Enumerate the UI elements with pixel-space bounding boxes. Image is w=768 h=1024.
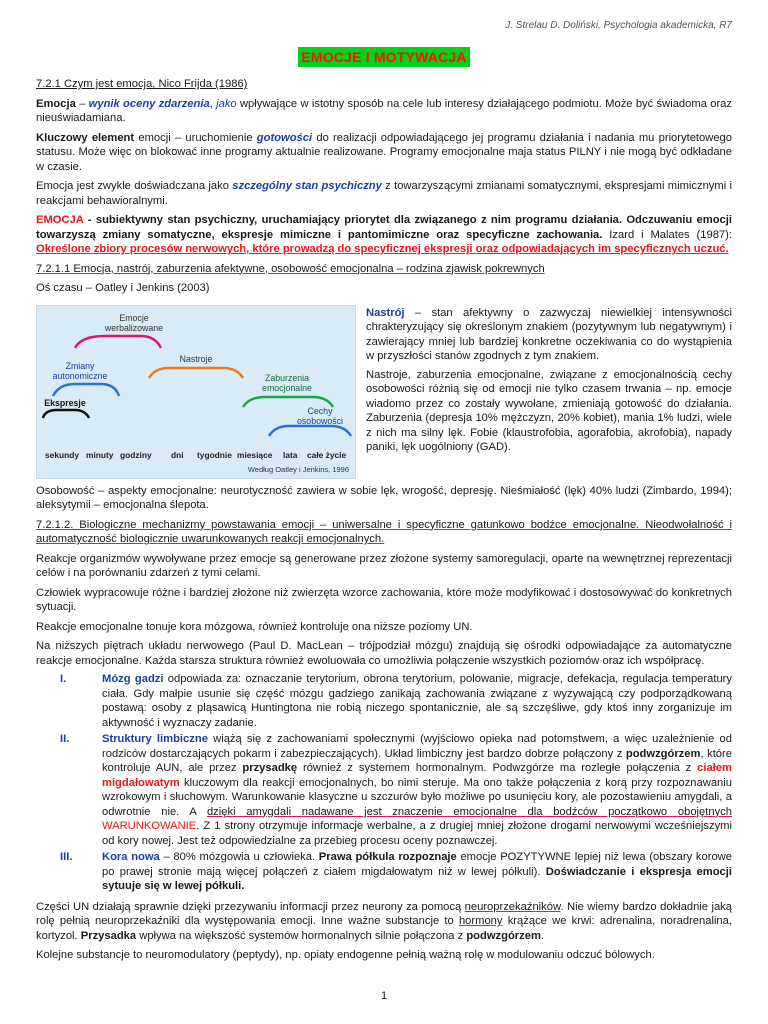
label-zaburzenia-emocjonalne: Zaburzenia emocjonalne <box>262 372 312 393</box>
label-ekspresje: Ekspresje <box>44 397 86 408</box>
document-page <box>36 0 733 1002</box>
paragraph-emocja: Emocja – wynik oceny zdarzenia, jako wpływające w istotny sposób na cele lub interesy działającego podmiotu. Może być świadoma oraz nieuświadamiana. <box>36 97 732 124</box>
brain-structures-list <box>36 672 732 894</box>
label-emocje-werbalizowane: Emocje werbalizowane <box>104 312 164 333</box>
paragraph-osobowosc: Osobowość – aspekty emocjonalne: neurotyczność zawiera w sobie lęk, wrogość, depresję. Nieśmiałość (lęk) 40% ludzi (Zimbardo, 1994); aleksytymii – emocjonalna ślepota. <box>36 484 732 511</box>
label-zmiany-autonomiczne: Zmiany autonomiczne <box>52 360 108 381</box>
paragraph-definicja-emocji: EMOCJA - subiektywny stan psychiczny, uruchamiający priorytet dla związanego z nim programu działania. Odczuwaniu emocji towarzyszą zmiany somatyczne, ekspresje mimiczne i pantomimiczne oraz specyficzne zachowania. Izard i Malates (1987): Określone zbiory procesów nerwowych, które prowadzą do specyficznej ekspresji oraz odpowiadających im specyficznych uczuć. <box>36 214 732 255</box>
timeline-caption: Oś czasu – Oatley i Jenkins (2003) <box>36 282 210 294</box>
list-item-struktury-limbiczne: II. Struktury limbiczne wiążą się z zachowaniami społecznymi (wyjściowo opieka nad potomstwem, a więc uzależnienie od rodziców dostarczających pokarm i zabezpieczających). Układ limbiczny jest bardzo dobrze połączony z podwzgórzem, które kontroluje AUN, ale przez przysadkę również z systemem hormonalnym. Podwzgórze ma rozległe połączenia z ciałem migdałowatym kluczowym dla reakcji emocjonalnych, bo nimi steruje. Ma ono także połączenia z korą przy rozpoznawaniu wzrokowym i słuchowym. Warunkowanie klasyczne u szczurów było możliwe po usunięciu kory, ale pozostawieniu amygdali, a odwrotnie nie. A dzięki amygdali nadawane jest znaczenie emocjonalne dla bodźców początkowo obojętnych WARUNKOWANIE. Z 1 strony otrzymuje informacje werbalne, a z drugiej mniej złożone drogami nerwowymi wcześniejszymi od kory nowej. Jest też odpowiedzialne za przebieg procesu oceny poznawczej. <box>60 733 732 847</box>
axis-sekundy: sekundy <box>45 449 79 460</box>
label-cechy-osobowosci: Cechy osobowości <box>297 405 343 426</box>
arc-nastroje <box>149 368 243 378</box>
arc-ekspresje <box>43 410 89 418</box>
paragraph-maclean: Na niższych piętrach układu nerwowego (Paul D. MacLean – trójpodział mózgu) znajdują się ośrodki odpowiadające za automatyczne reakcje emocjonalne. Każda starsza struktura również ewoluowała co umożliwia połączenie wszystkich poziomów oraz ich współpracę. <box>36 640 732 667</box>
section-7212-heading: 7.2.1.2. Biologiczne mechanizmy powstawania emocji – uniwersalne i specyficzne gatunkowo bodźce emocjonalne. Nieodwołalność i automatyczność biologicznie uwarunkowanych reakcji emocjonalnych. <box>36 518 732 545</box>
arc-zmiany-autonomiczne <box>53 384 119 396</box>
list-item-mozg-gadzi: I. Mózg gadzi odpowiada za: oznaczanie terytorium, obrona terytorium, polowanie, migracje, defekacja, regulacja temperatury ciała. Gdy małpie usunie się część mózgu gadziego zanikają zachowania związane z wyzywającą czy podporządkowaną postawą: osoby z pląsawicą Huntingtona nie robią niczego spontanicznie, ale są szczęśliwe, gdy ktoś inny zorganizuje im aktywność i wyznaczy zadanie. <box>60 673 733 729</box>
timeline-diagram <box>36 305 356 479</box>
section-7211-heading: 7.2.1.1 Emocja, nastrój, zaburzenia afektywne, osobowość emocjonalna – rodzina zjawisk pokrewnych <box>36 262 545 275</box>
paragraph-samoregulacja: Reakcje organizmów wywoływane przez emocje są generowane przez złożone systemy samoregulacji, oparte na wewnętrznej reprezentacji celów i na porównaniu zdarzeń z tymi celami. <box>36 552 732 579</box>
list-item-kora-nowa: III. Kora nowa – 80% mózgowia u człowieka. Prawa półkula rozpoznaje emocje POZYTYWNE lepiej niż lewa (obszary korowe po prawej stronie mają więcej połączeń z ciałem migdałowatym niż w lewej półkuli). Doświadczanie i ekspresja emocji sytuuje się w lewej półkuli. <box>60 851 732 892</box>
header-citation: J. Strelau D. Doliński, Psychologia akademicka, R7 <box>505 20 732 31</box>
label-nastroje: Nastroje <box>179 353 213 364</box>
paragraph-kora-mozgowa: Reakcje emocjonalne tonuje kora mózgowa, również kontroluje ona niższe poziomy UN. <box>36 620 473 633</box>
page-number: 1 <box>380 990 388 1002</box>
paragraph-neuromodulatory: Kolejne substancje to neuromodulatory (peptydy), np. opiaty endogenne pełnią ważną rolę w modulowaniu odczuć bólowych. <box>36 949 655 961</box>
paragraph-nastroj: Nastrój – stan afektywny o zazwyczaj niewielkiej intensywności chrakteryzujący się określonym znakiem (pozytywnym lub negatywnym) i zawierający mniej lub bardziej konkretne oczekiwania co do wystąpienia w przyszłości stanów zgodnych z tym znakiem. <box>366 306 732 362</box>
paragraph-nastroje-zaburzenia: Nastroje, zaburzenia emocjonalne, związane z emocjonalnością cechy osobowości różnią się od emocji nie tylko czasem trwania – np. emocje wiadomo przez co zostały wywołane, zmieniają gotowość do działania. Zaburzenia (depresja 10% mężczyzn, 20% kobiet), mania 1% ludzi, wiele z nich ma silny lęk. Fobie (klaustrofobia, agorafobia, akrofobia), napady paniki, lęk uogólniony (GAD). <box>366 368 732 453</box>
paragraph-neuroprzekazniki: Części UN działają sprawnie dzięki przezywaniu informacji przez neurony za pomocą neuroprzekaźników. Nie wiemy bardzo dokładnie jaką rolę pełnią neuroprzekaźniki dla występowania emocji. Inne ważne substancje to hormony krążące we krwi: adrenalina, noradrenalina, kortyzol. Przysadka wpływa na większość systemów hormonalnych silnie połączona z podwzgórzem. <box>36 900 733 942</box>
arc-emocje-werbalizowane <box>75 336 161 348</box>
axis-lata: lata <box>283 449 298 460</box>
paragraph-kluczowy-element: Kluczowy element emocji – uruchomienie gotowości do realizacji odpowiadającego jej programu działania i nadania mu priorytetowego statusu. Może więc on blokować inne programy aktualnie realizowane. Programy emocjonalne maja status PILNY i nie mogą być odkładane w czasie. <box>36 131 733 173</box>
axis-tygodnie: tygodnie <box>197 449 232 460</box>
section-721-heading: 7.2.1 Czym jest emocja, Nico Frijda (1986) <box>36 78 248 90</box>
axis-dni: dni <box>171 449 184 460</box>
paragraph-wzorce-zachowania: Człowiek wypracowuje różne i bardziej złożone niż zwierzęta wzorce zachowania, które może modyfikować i dostosowywać do konkretnych sytuacji. <box>36 586 732 613</box>
axis-godziny: godziny <box>120 449 152 460</box>
arc-cechy-osobowosci <box>269 426 351 436</box>
document-title: EMOCJE I MOTYWACJA <box>298 47 469 67</box>
axis-cale-zycie: całe życie <box>307 449 347 460</box>
axis-miesiace: miesiące <box>237 449 273 460</box>
axis-minuty: minuty <box>86 449 114 460</box>
paragraph-stan-psychiczny: Emocja jest zwykle doświadczana jako szczególny stan psychiczny z towarzyszącymi zmianami somatycznymi, ekspresjami mimicznymi i reakcjami behawioralnymi. <box>36 180 733 207</box>
diagram-credit: Według Oatley i Jenkins, 1996 <box>247 464 349 474</box>
